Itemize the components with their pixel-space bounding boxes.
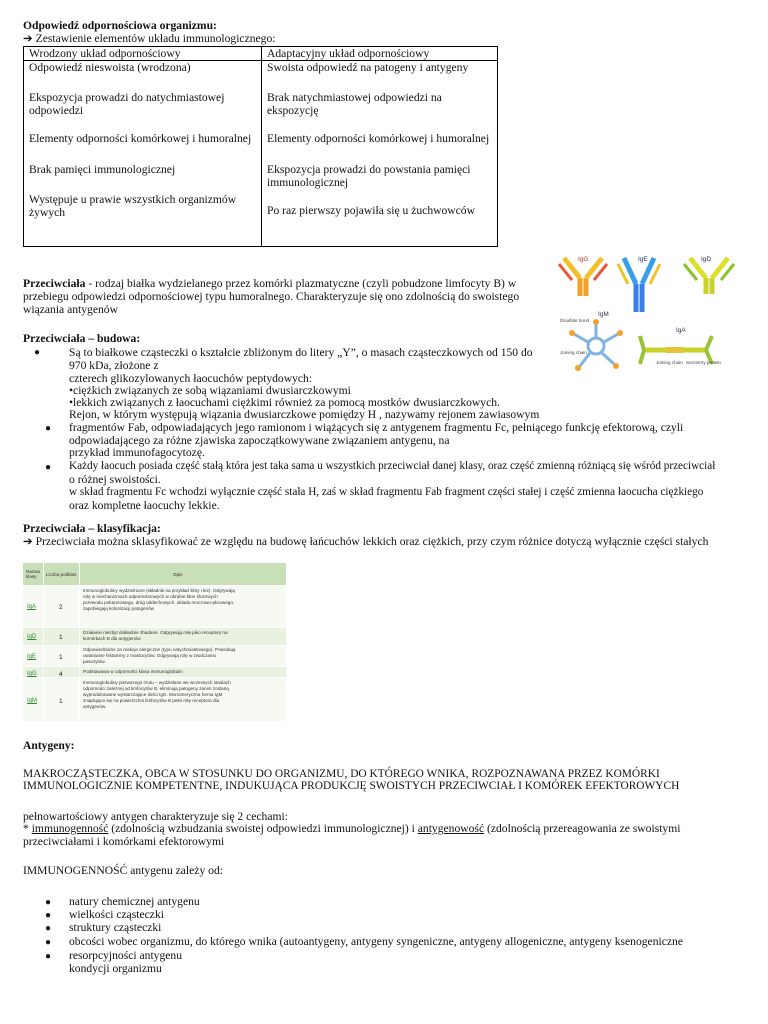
table-cell: Elementy odporności komórkowej i humoralnej: [29, 132, 252, 145]
antigen-features-line: przeciwciałami i komórkami efektorowymi: [23, 835, 225, 848]
definition-line: - rodzaj białka wydzielanego przez komórki plazmatyczne (czyli pobudzone limfocyty B) w: [85, 277, 517, 290]
arrow-right-icon: ➔: [23, 32, 36, 45]
bullet-icon: ●: [45, 910, 52, 921]
table-header-adaptive: Adaptacyjny układ odpornościowy: [267, 47, 430, 60]
classification-table: [23, 563, 286, 721]
class-desc-line: Działanie niezbyt dokładnie zbadane. Odgrywają rolę jako receptory na: [83, 630, 228, 635]
table-divider: [23, 645, 286, 646]
class-table-header-count: Liczba podklas: [46, 572, 77, 577]
table-divider: [23, 627, 286, 628]
structure-line: •lekkich związanych z łaocuchami ciężkimi również za pomocą mostków dwusiarczkowych.: [69, 396, 500, 409]
ige-antibody-icon: [618, 258, 660, 312]
bullet-icon: ●: [45, 923, 52, 934]
structure-line: 970 kDa, złożone z: [69, 359, 159, 372]
bullet-icon: ●: [45, 897, 52, 908]
antibody-classes-figure: [556, 250, 756, 378]
bullet-icon: ●: [45, 462, 52, 473]
section-title-classification: Przeciwciała – klasyfikacja:: [23, 522, 161, 535]
class-count: 1: [59, 654, 63, 661]
definition-line: przebiegu odpowiedzi odpornościowej typu humoralnego. Charakteryzuje się ono zdolnością do swoistego: [23, 290, 520, 303]
classification-text: Przeciwciała można sklasyfikować ze względu na budowę łańcuchów lekkich oraz ciężkich, przy czym różnice dotyczą wyłącznie części stałych: [35, 535, 709, 548]
class-desc-line: pasożytów.: [83, 659, 106, 664]
table-cell: Po raz pierwszy pojawiła się u żuchwowców: [267, 204, 475, 217]
factor-item: struktury cząsteczki: [69, 921, 162, 934]
table-divider: [23, 585, 286, 586]
structure-line: czterech glikozylowanych łaocuchów peptydowych:: [69, 372, 313, 385]
class-table-header-name: Nazwa klasy: [26, 569, 41, 580]
class-desc-line: komórkach B dla antygenów: [83, 636, 141, 641]
table-cell: Brak pamięci immunologicznej: [29, 163, 176, 176]
subtitle-text: Zestawienie elementów układu immunologicznego:: [35, 32, 276, 45]
structure-line: przykład immunofagocytozę.: [69, 446, 205, 459]
class-name-iga: IgA: [27, 604, 37, 610]
subtitle-line: [23, 32, 275, 45]
structure-line: •ciężkich związanych ze sobą wiązaniami dwusiarczkowymi: [69, 384, 351, 397]
table-cell: Występuje u prawie wszystkich organizmów: [29, 193, 237, 206]
antigen-definition-line: IMMUNOLOGICZNIE KOMPETENTNE, INDUKUJĄCA PRODUKCJĘ SWOISTYCH PRZECIWCIAŁ I KOMÓREK EFEKTOROWYCH: [23, 780, 680, 792]
class-count: 1: [59, 634, 63, 641]
factor-item: wielkości cząsteczki: [69, 908, 164, 921]
table-divider: [79, 563, 80, 721]
class-desc-line: zapobiegają kolonizacji patogenów: [83, 606, 154, 611]
structure-line: o różnej swoistości.: [69, 473, 161, 486]
section-title-immune-response: Odpowiedź odpornościowa organizmu:: [23, 19, 217, 32]
structure-line: fragmentów Fab, odpowiadających jego ramionom i wiążących się z antygenem fragmentu Fc, pełniącego funkcję efektorową, czyli: [69, 421, 684, 434]
factor-item: kondycji organizmu: [69, 962, 162, 975]
class-desc-line: Odpowiedzialne za reakcje alergiczne (typu natychmiastowego). Powodują: [83, 647, 236, 652]
bullet-icon: ●: [45, 423, 52, 434]
factor-item: obcości wobec organizmu, do którego wnika (autoantygeny, antygeny syngeniczne, antygeny allogeniczne, antygeny ksenogeniczne: [69, 935, 683, 948]
class-desc-line: przewodu pokarmowego, dróg oddechowych, układu moczowo-płciowego,: [83, 600, 235, 605]
class-name-igg: IgG: [27, 671, 37, 677]
igg-antibody-icon: [559, 258, 607, 296]
bullet-icon: ●: [34, 347, 41, 358]
antibody-term: Przeciwciała: [23, 277, 86, 290]
class-desc-line: odporności zależnej od limfocytów B, eliminują patogeny zanim zostaną: [83, 686, 229, 691]
figure-label: IgG: [578, 256, 589, 263]
bullet-icon: ●: [45, 951, 52, 962]
figure-label: Joining chain: [560, 350, 587, 355]
class-count: 4: [59, 671, 63, 678]
table-cell: Ekspozycja prowadzi do natychmiastowej: [29, 91, 225, 104]
structure-line: w skład fragmentu Fc wchodzi wyłącznie część stała H, zaś w skład fragmentu Fab fragment części stałej i część zmienna łaocucha ciężkiego: [69, 486, 704, 498]
table-header-innate: Wrodzony układ odpornościowy: [29, 47, 181, 60]
igm-antibody-icon: [569, 319, 623, 371]
class-desc-line: uwalnianie histaminy z mastocytów. Odgrywają rolę w zwalczaniu: [83, 653, 217, 658]
igd-antibody-icon: [684, 258, 734, 294]
section-title-structure: Przeciwciała – budowa:: [23, 332, 141, 345]
table-divider: [261, 47, 262, 246]
class-name-igm: IgM: [27, 698, 38, 704]
structure-line: Każdy łaocuch posiada część stałą która jest taka sama u wszystkich przeciwciał danej klasy, oraz część zmienną różniącą się wśród przeciwciał: [69, 460, 716, 472]
factor-item: natury chemicznej antygenu: [69, 895, 200, 908]
figure-label: Disulfide bond: [560, 318, 590, 323]
figure-label: Secretory protein: [686, 360, 721, 365]
antigen-features-line: [23, 822, 680, 835]
table-cell: Brak natychmiastowej odpowiedzi na: [267, 91, 442, 104]
class-table-header-desc: Opis: [173, 572, 183, 577]
factor-item: resorpcyjności antygenu: [69, 949, 183, 962]
antigen-definition-line: MAKROCZĄSTECZKA, OBCA W STOSUNKU DO ORGANIZMU, DO KTÓREGO WNIKA, ROZPOZNAWANA PRZEZ KOMÓRKI: [23, 768, 660, 780]
immunogenicity-depends: IMMUNOGENNOŚĆ antygenu zależy od:: [23, 864, 223, 877]
class-count: 2: [59, 604, 63, 611]
table-divider: [23, 666, 286, 667]
table-cell: Swoista odpowiedź na patogeny i antygeny: [267, 61, 469, 74]
class-desc-line: Podstawowa w odporności klasa immunoglobulin: [83, 669, 183, 674]
class-desc-line: Immunoglobuliny wydzielnicze (składnik na przykład śliny i łez). Odgrywają: [83, 588, 235, 593]
section-title-antigens: Antygeny:: [23, 739, 75, 752]
classification-line: [23, 535, 708, 548]
arrow-right-icon: ➔: [23, 535, 36, 548]
class-desc-line: antygenów.: [83, 704, 107, 709]
full-antigen-text: pełnowartościowy antygen charakteryzuje się 2 cechami:: [23, 810, 288, 823]
immunogenicity-desc: (zdolnością wzbudzania swoistej odpowiedzi immunologicznej) i: [108, 822, 418, 835]
table-cell: Ekspozycja prowadzi do powstania pamięci: [267, 163, 471, 176]
figure-label: IgA: [676, 327, 686, 334]
class-desc-line: znajdująca się na powierzchni limfocytów B pełni rolę receptora dla: [83, 698, 220, 703]
class-count: 1: [59, 698, 63, 705]
structure-line: oraz kompletne łaocuchy lekkie.: [69, 499, 220, 512]
table-divider: [43, 563, 44, 721]
figure-label: Joining chain: [656, 360, 683, 365]
table-cell: immunologicznej: [267, 176, 349, 189]
table-cell: Elementy odporności komórkowej i humoralnej: [267, 132, 490, 145]
structure-line: Rejon, w którym występują wiązania dwusiarczkowe pomiędzy H , nazywamy rejonem zawiasowym: [69, 408, 540, 421]
structure-line: odpowiadającego za różne zjawiska zapoczątkowywane związaniem antygenu, na: [69, 434, 450, 447]
antigenicity-term: antygenowość: [417, 822, 485, 835]
asterisk: *: [23, 822, 32, 835]
immunogenicity-term: immunogenność: [31, 822, 109, 835]
definition-line: wiązania antygenów: [23, 303, 118, 316]
class-desc-line: Immunoglobuliny pierwszego rzutu – wydzielane we wczesnych stadiach: [83, 680, 231, 685]
class-name-igd: IgD: [27, 634, 37, 640]
table-cell: żywych: [29, 206, 66, 219]
class-desc-line: wyprodukowane wystarczające ilości IgG. Monomeryczna forma IgM: [83, 692, 223, 697]
figure-label: IgM: [598, 311, 609, 318]
antibody-definition: [23, 277, 533, 290]
bullet-icon: ●: [45, 937, 52, 948]
table-cell: Odpowiedź nieswoista (wrodzona): [29, 61, 191, 74]
comparison-table: [23, 46, 498, 247]
figure-label: IgD: [701, 256, 712, 263]
structure-line: Są to białkowe cząsteczki o kształcie zbliżonym do litery „Y”, o masach cząsteczkowych od 150 do: [69, 346, 533, 359]
class-desc-line: rolę w mechanizmach odpornościowych w obrębie błon śluzowych: [83, 594, 218, 599]
figure-label: IgE: [638, 256, 648, 263]
antigenicity-desc: (zdolnością przereagowania ze swoistymi: [484, 822, 681, 835]
table-cell: odpowiedzi: [29, 104, 84, 117]
table-cell: ekspozycję: [267, 104, 319, 117]
class-name-ige: IgE: [27, 654, 37, 660]
